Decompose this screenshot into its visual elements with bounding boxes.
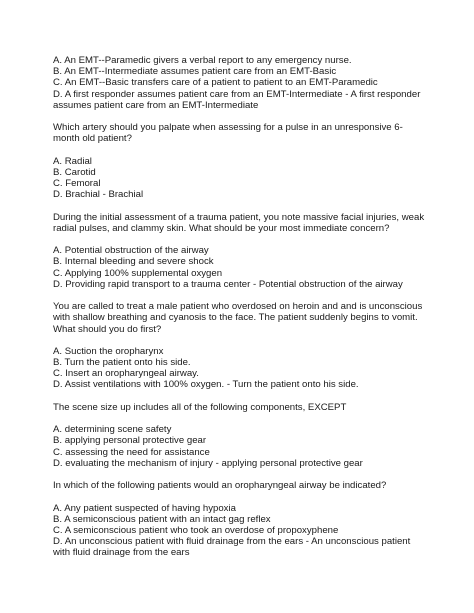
answer-options-block: [53, 156, 433, 201]
text-line: B. applying personal protective gear: [53, 435, 207, 447]
text-line: C. Applying 100% supplemental oxygen: [53, 267, 223, 279]
text-line: D. evaluating the mechanism of injury - applying personal protective gear: [53, 457, 363, 469]
text-line: D. Brachial - Brachial: [53, 189, 144, 201]
text-line: C. Femoral: [53, 178, 101, 190]
question-block: [53, 212, 433, 234]
question-block: [53, 480, 433, 491]
question-text: In which of the following patients would an oropharyngeal airway be indicated?: [53, 480, 387, 492]
question-block: [53, 301, 433, 335]
text-line: D. An unconscious patient with fluid drainage from the ears - An unconscious patient: [53, 536, 411, 548]
text-line: B. A semiconscious patient with an intact gag reflex: [53, 513, 271, 525]
text-line: D. A first responder assumes patient care from an EMT-Intermediate - A first responder: [53, 88, 421, 100]
text-line: C. A semiconscious patient who took an overdose of propoxyphene: [53, 524, 339, 536]
question-text: with shallow breathing and cyanosis to the face. The patient suddenly begins to vomit.: [53, 312, 418, 324]
text-line: assumes patient care from an EMT-Intermediate: [53, 99, 259, 111]
question-text: radial pulses, and clammy skin. What should be your most immediate concern?: [53, 222, 390, 234]
question-text: What should you do first?: [53, 323, 162, 335]
text-line: B. Internal bleeding and severe shock: [53, 256, 214, 268]
text-line: C. Insert an oropharyngeal airway.: [53, 368, 199, 380]
answer-options-block: [53, 55, 433, 111]
text-line: A. Radial: [53, 155, 92, 167]
text-line: A. determining scene safety: [53, 424, 172, 436]
text-line: with fluid drainage from the ears: [53, 547, 190, 559]
question-text: Which artery should you palpate when assessing for a pulse in an unresponsive 6-: [53, 122, 403, 134]
text-line: A. Suction the oropharynx: [53, 345, 164, 357]
question-text: month old patient?: [53, 133, 132, 145]
text-line: A. Any patient suspected of having hypoxia: [53, 502, 236, 514]
text-line: C. assessing the need for assistance: [53, 446, 210, 458]
text-line: A. Potential obstruction of the airway: [53, 245, 209, 257]
question-text: The scene size up includes all of the following components, EXCEPT: [53, 401, 347, 413]
text-line: B. Carotid: [53, 166, 96, 178]
text-line: B. Turn the patient onto his side.: [53, 357, 191, 369]
text-line: D. Providing rapid transport to a trauma center - Potential obstruction of the airway: [53, 278, 403, 290]
question-block: [53, 122, 433, 144]
answer-options-block: [53, 424, 433, 469]
question-block: [53, 402, 433, 413]
question-text: During the initial assessment of a trauma patient, you note massive facial injuries, weak: [53, 211, 425, 223]
text-line: C. An EMT--Basic transfers care of a patient to patient to an EMT-Paramedic: [53, 77, 378, 89]
question-text: You are called to treat a male patient who overdosed on heroin and and is unconscious: [53, 301, 423, 313]
text-line: D. Assist ventilations with 100% oxygen. - Turn the patient onto his side.: [53, 379, 359, 391]
answer-options-block: [53, 503, 433, 559]
answer-options-block: [53, 346, 433, 391]
document-body: [53, 55, 433, 570]
text-line: B. An EMT--Intermediate assumes patient care from an EMT-Basic: [53, 66, 337, 78]
text-line: A. An EMT--Paramedic givers a verbal report to any emergency nurse.: [53, 55, 352, 66]
answer-options-block: [53, 245, 433, 290]
